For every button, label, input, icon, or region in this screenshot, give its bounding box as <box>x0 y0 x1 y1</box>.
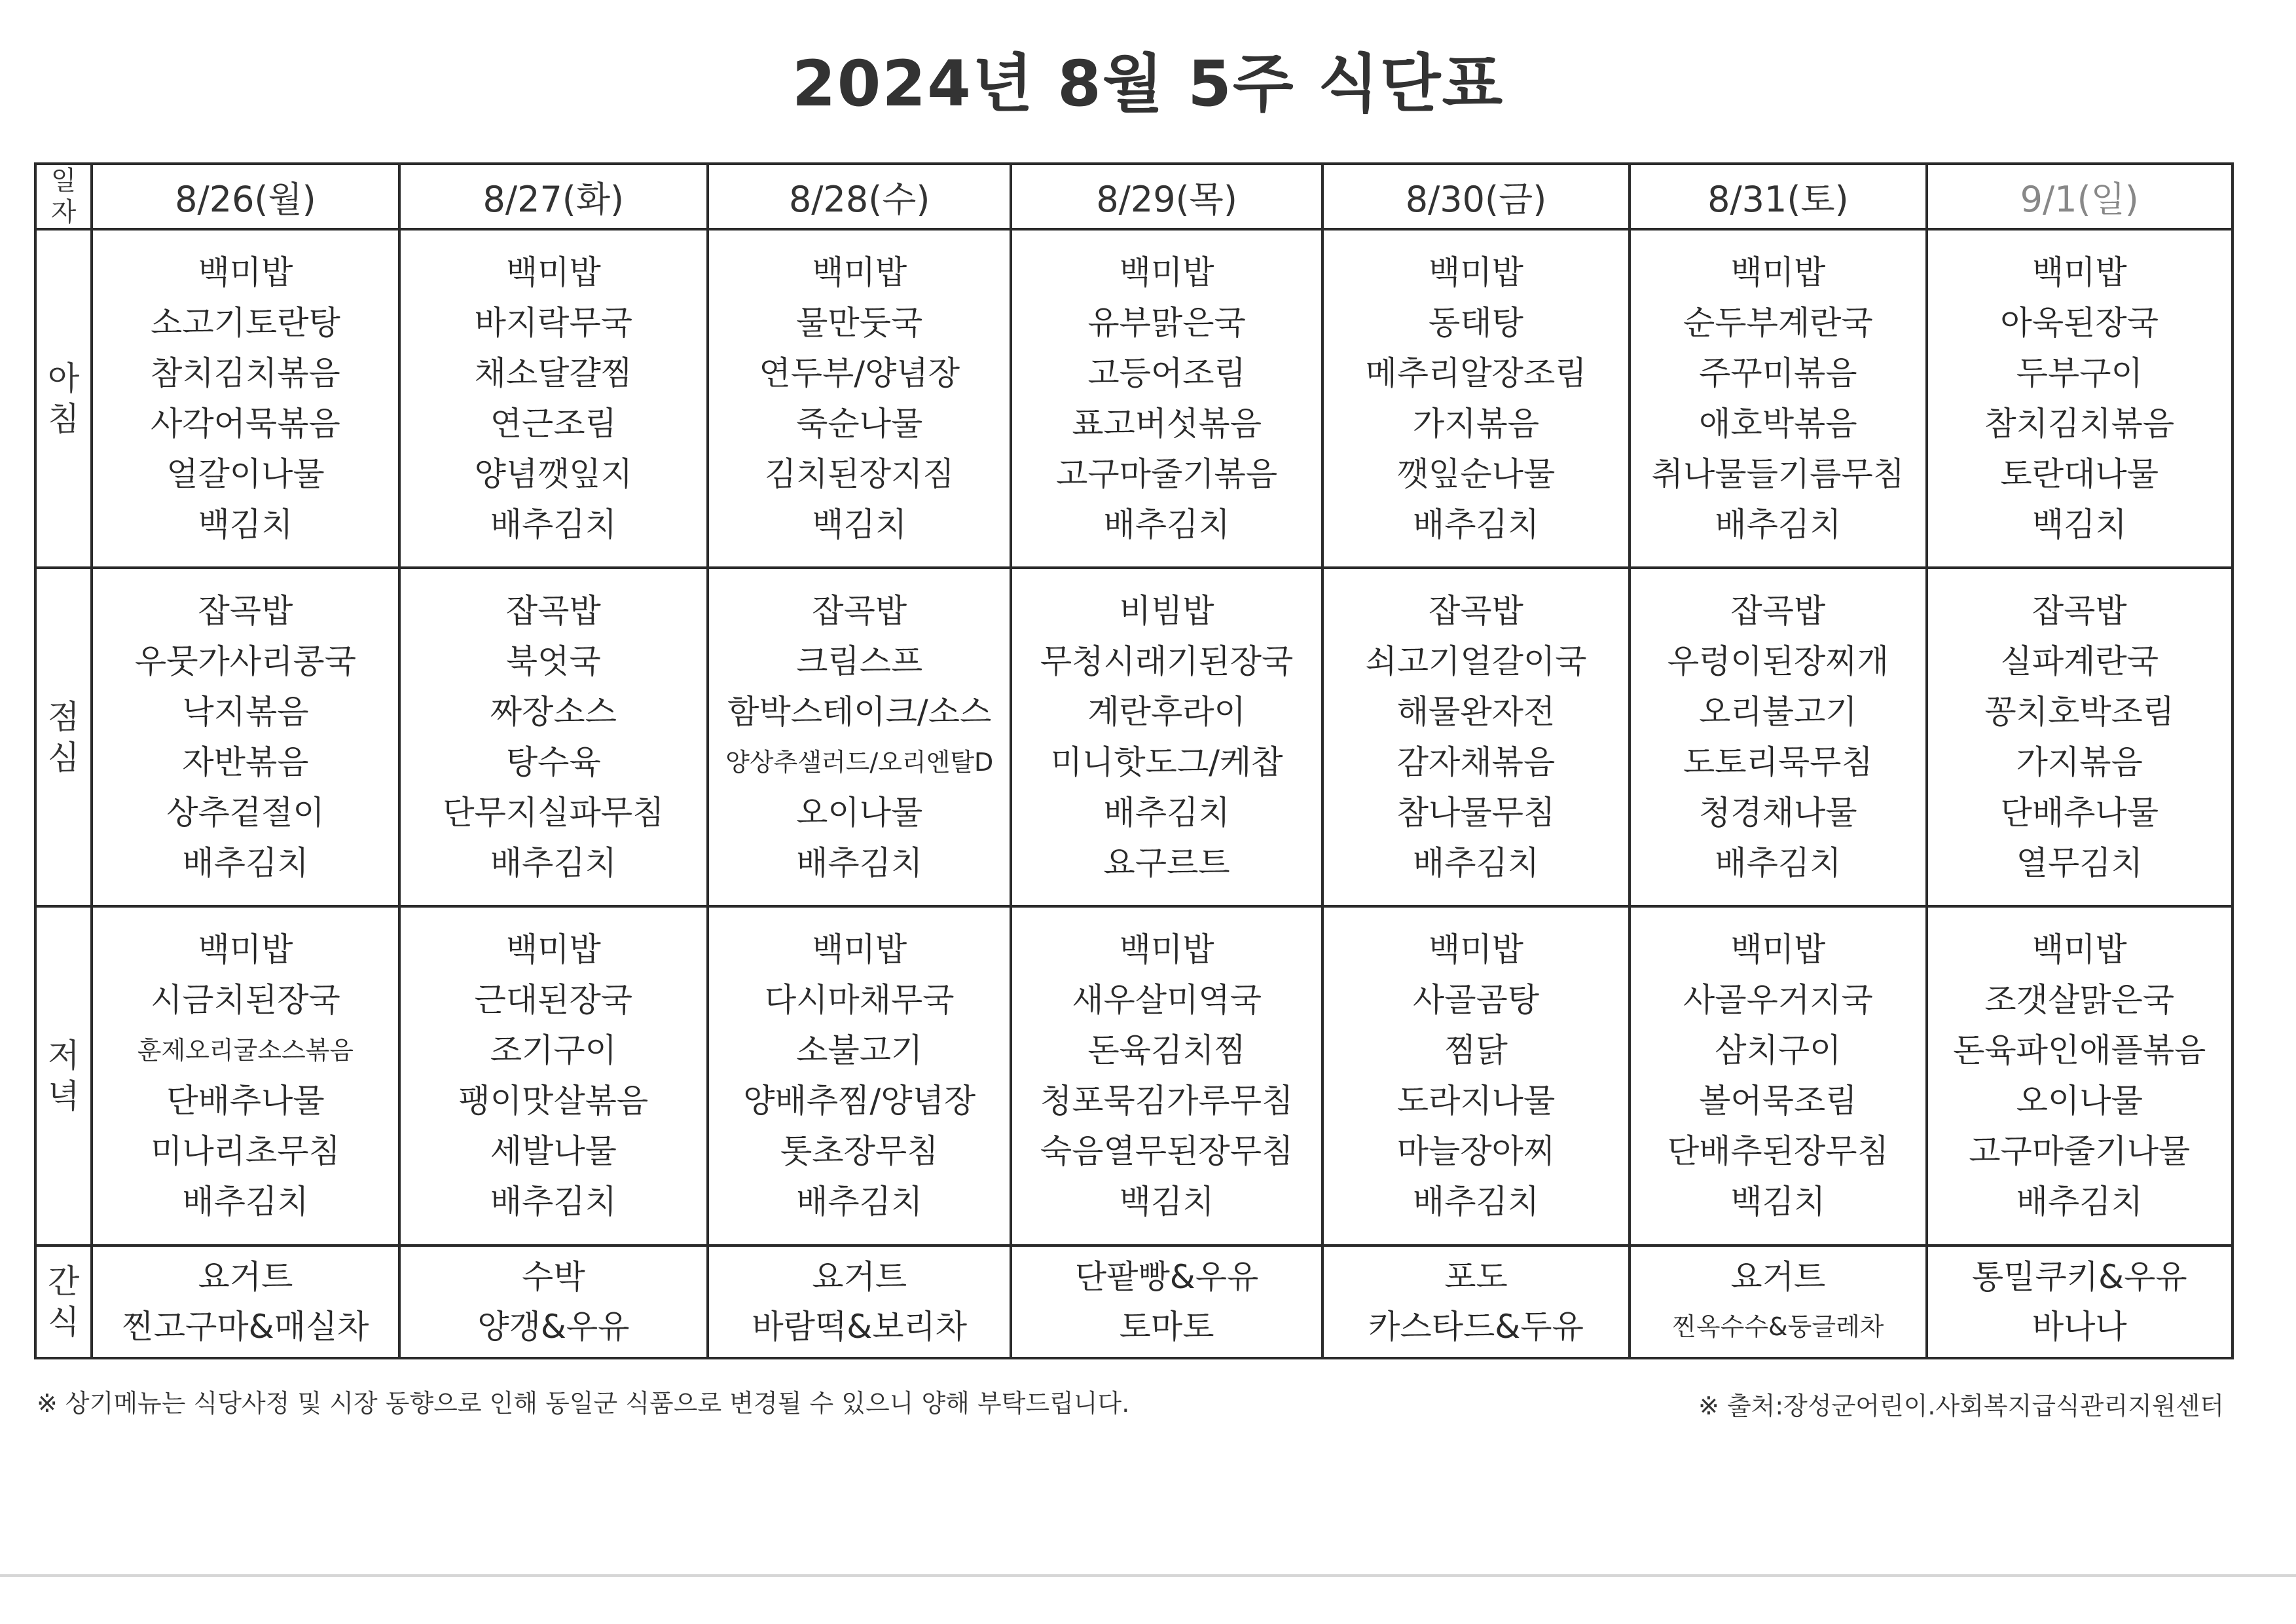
menu-cell <box>1927 1246 2232 1358</box>
menu-item: 고구마줄기나물 <box>1969 1132 2191 1170</box>
menu-item: 백미밥 <box>1730 930 1826 969</box>
breakfast-row <box>35 229 2232 568</box>
menu-item: 양배추찜/양념장 <box>743 1081 976 1120</box>
menu-item: 찐고구마&매실차 <box>122 1307 369 1346</box>
snack-row <box>35 1246 2232 1358</box>
menu-item: 근대된장국 <box>474 980 633 1019</box>
menu-item: 쇠고기얼갈이국 <box>1365 642 1587 680</box>
menu-item: 미나리초무침 <box>151 1132 340 1170</box>
menu-cell <box>92 229 399 568</box>
menu-item: 톳초장무침 <box>780 1132 939 1170</box>
scan-edge-line <box>0 1574 2296 1577</box>
menu-item: 배추김치 <box>490 843 617 882</box>
day-header: 8/26(월) <box>92 164 399 229</box>
menu-item-list <box>1012 248 1321 550</box>
menu-item: 채소달걀찜 <box>474 354 633 392</box>
menu-item: 주꾸미볶음 <box>1699 354 1857 392</box>
menu-item: 백미밥 <box>2032 930 2127 969</box>
menu-item: 카스타드&두유 <box>1368 1307 1584 1346</box>
menu-item: 양념깻잎지 <box>474 454 633 493</box>
menu-item-list <box>1631 586 1925 889</box>
meal-label-char: 식 <box>47 1302 80 1341</box>
meal-label-char: 침 <box>47 399 80 438</box>
menu-item: 찐옥수수&둥글레차 <box>1672 1312 1884 1341</box>
page-title: 2024년 8월 5주 식단표 <box>792 47 1504 120</box>
menu-item: 백미밥 <box>505 253 601 291</box>
menu-item: 오리불고기 <box>1699 692 1857 731</box>
menu-item: 시금치된장국 <box>151 980 340 1019</box>
menu-item: 백미밥 <box>1119 253 1214 291</box>
menu-item-list <box>93 925 397 1227</box>
meal-label <box>35 568 92 906</box>
menu-item: 취나물들기름무침 <box>1651 454 1905 493</box>
menu-item: 다시마채무국 <box>764 980 955 1019</box>
menu-item: 토란대나물 <box>2000 454 2159 493</box>
menu-item: 백김치 <box>1730 1182 1826 1221</box>
menu-item: 가지볶음 <box>2016 743 2143 781</box>
menu-item: 무청시래기된장국 <box>1040 642 1294 680</box>
menu-item: 돈육파인애플볶음 <box>1953 1031 2206 1069</box>
menu-item: 도라지나물 <box>1396 1081 1556 1120</box>
menu-cell <box>708 229 1011 568</box>
menu-item: 소고기토란탕 <box>151 303 340 342</box>
menu-cell <box>399 229 708 568</box>
menu-item: 청경채나물 <box>1699 793 1857 832</box>
menu-item: 백김치 <box>2032 505 2127 544</box>
menu-item: 배추김치 <box>2016 1182 2143 1221</box>
meal-label-char: 점 <box>47 697 80 736</box>
menu-item: 잡곡밥 <box>198 591 293 630</box>
menu-item-list <box>1631 925 1925 1227</box>
menu-item: 크림스프 <box>796 642 923 680</box>
menu-cell <box>399 568 708 906</box>
menu-cell <box>1322 1246 1630 1358</box>
menu-item: 꽁치호박조림 <box>1984 692 2175 731</box>
menu-cell <box>1927 906 2232 1245</box>
menu-cell <box>399 1246 708 1358</box>
menu-item: 배추김치 <box>1412 1182 1540 1221</box>
menu-item-list <box>1012 586 1321 889</box>
menu-item: 두부구이 <box>2016 354 2143 392</box>
menu-item: 동태탕 <box>1429 303 1523 342</box>
menu-item-list <box>709 925 1010 1227</box>
menu-item: 사골곰탕 <box>1412 980 1540 1019</box>
menu-item: 고구마줄기볶음 <box>1056 454 1278 493</box>
menu-cell <box>1322 906 1630 1245</box>
lunch-row <box>35 568 2232 906</box>
menu-cell <box>1011 568 1322 906</box>
menu-item: 북엇국 <box>505 642 601 680</box>
menu-item: 고등어조림 <box>1087 354 1246 392</box>
menu-item-list <box>1324 586 1628 889</box>
menu-item: 백김치 <box>198 505 293 544</box>
day-header: 8/31(토) <box>1630 164 1926 229</box>
menu-item: 해물완자전 <box>1396 692 1556 731</box>
menu-item: 배추김치 <box>1103 505 1230 544</box>
menu-item-list <box>1631 248 1925 550</box>
menu-cell <box>708 568 1011 906</box>
menu-item: 양상추샐러드/오리엔탈D <box>725 747 994 777</box>
menu-item: 팽이맛살볶음 <box>458 1081 649 1120</box>
menu-item: 수박 <box>522 1257 585 1296</box>
menu-item: 애호박볶음 <box>1699 404 1857 443</box>
menu-item: 아욱된장국 <box>2000 303 2159 342</box>
menu-item: 배추김치 <box>182 1182 309 1221</box>
menu-item: 백미밥 <box>1429 930 1523 969</box>
menu-item: 짜장소스 <box>490 692 617 731</box>
meal-label <box>35 906 92 1245</box>
menu-item: 백미밥 <box>812 930 907 969</box>
menu-item: 요거트 <box>198 1257 293 1296</box>
menu-item: 청포묵김가루무침 <box>1040 1081 1294 1120</box>
menu-item: 단배추나물 <box>166 1081 325 1120</box>
menu-item: 사각어묵볶음 <box>151 404 340 443</box>
menu-cell <box>1630 906 1926 1245</box>
menu-item-list <box>1631 1252 1925 1352</box>
menu-cell <box>92 568 399 906</box>
menu-item: 김치된장지짐 <box>764 454 955 493</box>
menu-item-list <box>1324 925 1628 1227</box>
dinner-row <box>35 906 2232 1245</box>
menu-item: 탕수육 <box>505 743 601 781</box>
menu-item: 배추김치 <box>796 1182 923 1221</box>
menu-item: 잡곡밥 <box>1730 591 1826 630</box>
menu-cell <box>399 906 708 1245</box>
menu-item: 숙음열무된장무침 <box>1040 1132 1294 1170</box>
menu-item: 우렁이된장찌개 <box>1667 642 1889 680</box>
menu-cell <box>708 1246 1011 1358</box>
menu-item: 참치김치볶음 <box>151 354 340 392</box>
menu-item: 백미밥 <box>505 930 601 969</box>
day-header: 8/28(수) <box>708 164 1011 229</box>
menu-item: 오이나물 <box>2016 1081 2143 1120</box>
menu-item: 잡곡밥 <box>1429 591 1523 630</box>
menu-item: 표고버섯볶음 <box>1072 404 1262 443</box>
menu-item-list <box>401 925 706 1227</box>
menu-item: 죽순나물 <box>796 404 923 443</box>
menu-item: 연두부/양념장 <box>759 354 960 392</box>
menu-cell <box>92 1246 399 1358</box>
menu-item: 마늘장아찌 <box>1396 1132 1556 1170</box>
menu-item: 요구르트 <box>1103 843 1230 882</box>
day-header: 9/1(일) <box>1927 164 2232 229</box>
menu-item: 실파계란국 <box>2000 642 2159 680</box>
footnote-notice: ※ 상기메뉴는 식당사정 및 시장 동향으로 인해 동일군 식품으로 변경될 수 있으니 양해 부탁드립니다. <box>37 1389 1130 1418</box>
menu-item: 통밀쿠키&우유 <box>1971 1257 2187 1296</box>
menu-item: 양갱&우유 <box>477 1307 630 1346</box>
header-row <box>35 164 2232 229</box>
menu-item-list <box>1324 248 1628 550</box>
date-corner-label <box>35 164 92 229</box>
menu-item-list <box>709 1252 1010 1352</box>
menu-item: 잡곡밥 <box>505 591 601 630</box>
menu-item: 조갯살맑은국 <box>1984 980 2175 1019</box>
menu-cell <box>1927 229 2232 568</box>
meal-label <box>35 229 92 568</box>
menu-item: 백미밥 <box>1730 253 1826 291</box>
corner-label-char: 일 <box>50 166 77 196</box>
menu-item: 오이나물 <box>796 793 923 832</box>
menu-item: 요거트 <box>1730 1257 1826 1296</box>
menu-item: 포도 <box>1444 1257 1508 1296</box>
menu-item-list <box>1012 925 1321 1227</box>
menu-item-list <box>1928 586 2231 889</box>
menu-item: 백미밥 <box>1429 253 1523 291</box>
menu-item: 비빔밥 <box>1119 591 1214 630</box>
corner-label-char: 자 <box>50 197 77 227</box>
menu-item-list <box>1928 1252 2231 1352</box>
menu-item: 백김치 <box>812 505 907 544</box>
menu-item: 계란후라이 <box>1087 692 1246 731</box>
menu-item: 단무지실파무침 <box>443 793 665 832</box>
menu-item: 바지락무국 <box>474 303 633 342</box>
menu-item: 단팥빵&우유 <box>1074 1257 1259 1296</box>
menu-item: 훈제오리굴소스볶음 <box>137 1035 354 1065</box>
menu-cell <box>92 906 399 1245</box>
menu-item: 유부맑은국 <box>1087 303 1246 342</box>
menu-item: 삼치구이 <box>1715 1031 1842 1069</box>
menu-item: 물만둣국 <box>796 303 923 342</box>
menu-item-list <box>93 248 397 550</box>
menu-item: 배추김치 <box>1715 505 1842 544</box>
menu-item-list <box>709 586 1010 889</box>
meal-label-char: 간 <box>47 1262 80 1301</box>
menu-item-list <box>1928 925 2231 1227</box>
menu-item-list <box>401 248 706 550</box>
menu-item: 우뭇가사리콩국 <box>134 642 356 680</box>
menu-cell <box>1630 568 1926 906</box>
meal-label-char: 심 <box>47 738 80 777</box>
menu-item: 새우살미역국 <box>1072 980 1262 1019</box>
meal-label-char: 저 <box>47 1036 80 1075</box>
menu-item: 함박스테이크/소스 <box>727 692 992 731</box>
menu-item: 백미밥 <box>198 930 293 969</box>
menu-item: 배추김치 <box>1412 843 1540 882</box>
meal-label <box>35 1246 92 1358</box>
menu-item: 배추김치 <box>182 843 309 882</box>
menu-item: 단배추나물 <box>2000 793 2159 832</box>
menu-item: 잡곡밥 <box>2032 591 2127 630</box>
menu-cell <box>1630 229 1926 568</box>
menu-item: 배추김치 <box>1412 505 1540 544</box>
menu-item: 참나물무침 <box>1396 793 1556 832</box>
menu-cell <box>1322 568 1630 906</box>
menu-item: 가지볶음 <box>1412 404 1540 443</box>
day-header: 8/30(금) <box>1322 164 1630 229</box>
menu-item-list <box>1324 1252 1628 1352</box>
menu-item: 자반볶음 <box>182 743 309 781</box>
menu-cell <box>1322 229 1630 568</box>
menu-item: 요거트 <box>812 1257 907 1296</box>
meal-label-char: 녁 <box>47 1077 80 1115</box>
menu-item: 조기구이 <box>490 1031 617 1069</box>
menu-item: 감자채볶음 <box>1396 743 1556 781</box>
menu-item-list <box>93 1252 397 1352</box>
menu-item: 찜닭 <box>1444 1031 1508 1069</box>
menu-item: 얼갈이나물 <box>166 454 325 493</box>
menu-item: 낙지볶음 <box>182 692 309 731</box>
menu-cell <box>1011 1246 1322 1358</box>
menu-item: 상추겉절이 <box>166 793 325 832</box>
menu-item-list <box>709 248 1010 550</box>
menu-item: 배추김치 <box>796 843 923 882</box>
meal-plan-table <box>34 162 2234 1359</box>
footnote-source: ※ 출처:장성군어린이.사회복지급식관리지원센터 <box>1698 1392 2224 1420</box>
menu-item: 참치김치볶음 <box>1984 404 2175 443</box>
menu-item: 도토리묵무침 <box>1683 743 1873 781</box>
meal-label-char: 아 <box>47 359 80 397</box>
menu-item: 돈육김치찜 <box>1087 1031 1246 1069</box>
menu-item: 백미밥 <box>198 253 293 291</box>
menu-item-list <box>401 1252 706 1352</box>
menu-cell <box>1927 568 2232 906</box>
menu-item: 깻잎순나물 <box>1396 454 1556 493</box>
menu-item: 메추리알장조림 <box>1365 354 1587 392</box>
menu-item: 배추김치 <box>1103 793 1230 832</box>
menu-item: 백미밥 <box>1119 930 1214 969</box>
menu-item: 백김치 <box>1119 1182 1214 1221</box>
menu-item: 볼어묵조림 <box>1699 1081 1857 1120</box>
menu-item: 배추김치 <box>490 1182 617 1221</box>
menu-item: 연근조림 <box>490 404 617 443</box>
menu-item: 열무김치 <box>2016 843 2143 882</box>
menu-cell <box>1011 229 1322 568</box>
menu-item: 백미밥 <box>812 253 907 291</box>
menu-item: 단배추된장무침 <box>1667 1132 1889 1170</box>
menu-item-list <box>1012 1252 1321 1352</box>
menu-item: 미니핫도그/케찹 <box>1050 743 1283 781</box>
menu-item: 소불고기 <box>796 1031 923 1069</box>
menu-item: 사골우거지국 <box>1683 980 1873 1019</box>
menu-item: 바나나 <box>2032 1307 2127 1346</box>
menu-item: 세발나물 <box>490 1132 617 1170</box>
day-header: 8/29(목) <box>1011 164 1322 229</box>
menu-item: 배추김치 <box>490 505 617 544</box>
day-header: 8/27(화) <box>399 164 708 229</box>
menu-item: 잡곡밥 <box>812 591 907 630</box>
menu-cell <box>1630 1246 1926 1358</box>
menu-item: 순두부계란국 <box>1683 303 1873 342</box>
menu-item: 토마토 <box>1119 1307 1214 1346</box>
menu-cell <box>1011 906 1322 1245</box>
menu-item-list <box>93 586 397 889</box>
menu-item-list <box>401 586 706 889</box>
menu-item-list <box>1928 248 2231 550</box>
menu-item: 바람떡&보리차 <box>752 1307 968 1346</box>
menu-item: 배추김치 <box>1715 843 1842 882</box>
menu-cell <box>708 906 1011 1245</box>
menu-item: 백미밥 <box>2032 253 2127 291</box>
